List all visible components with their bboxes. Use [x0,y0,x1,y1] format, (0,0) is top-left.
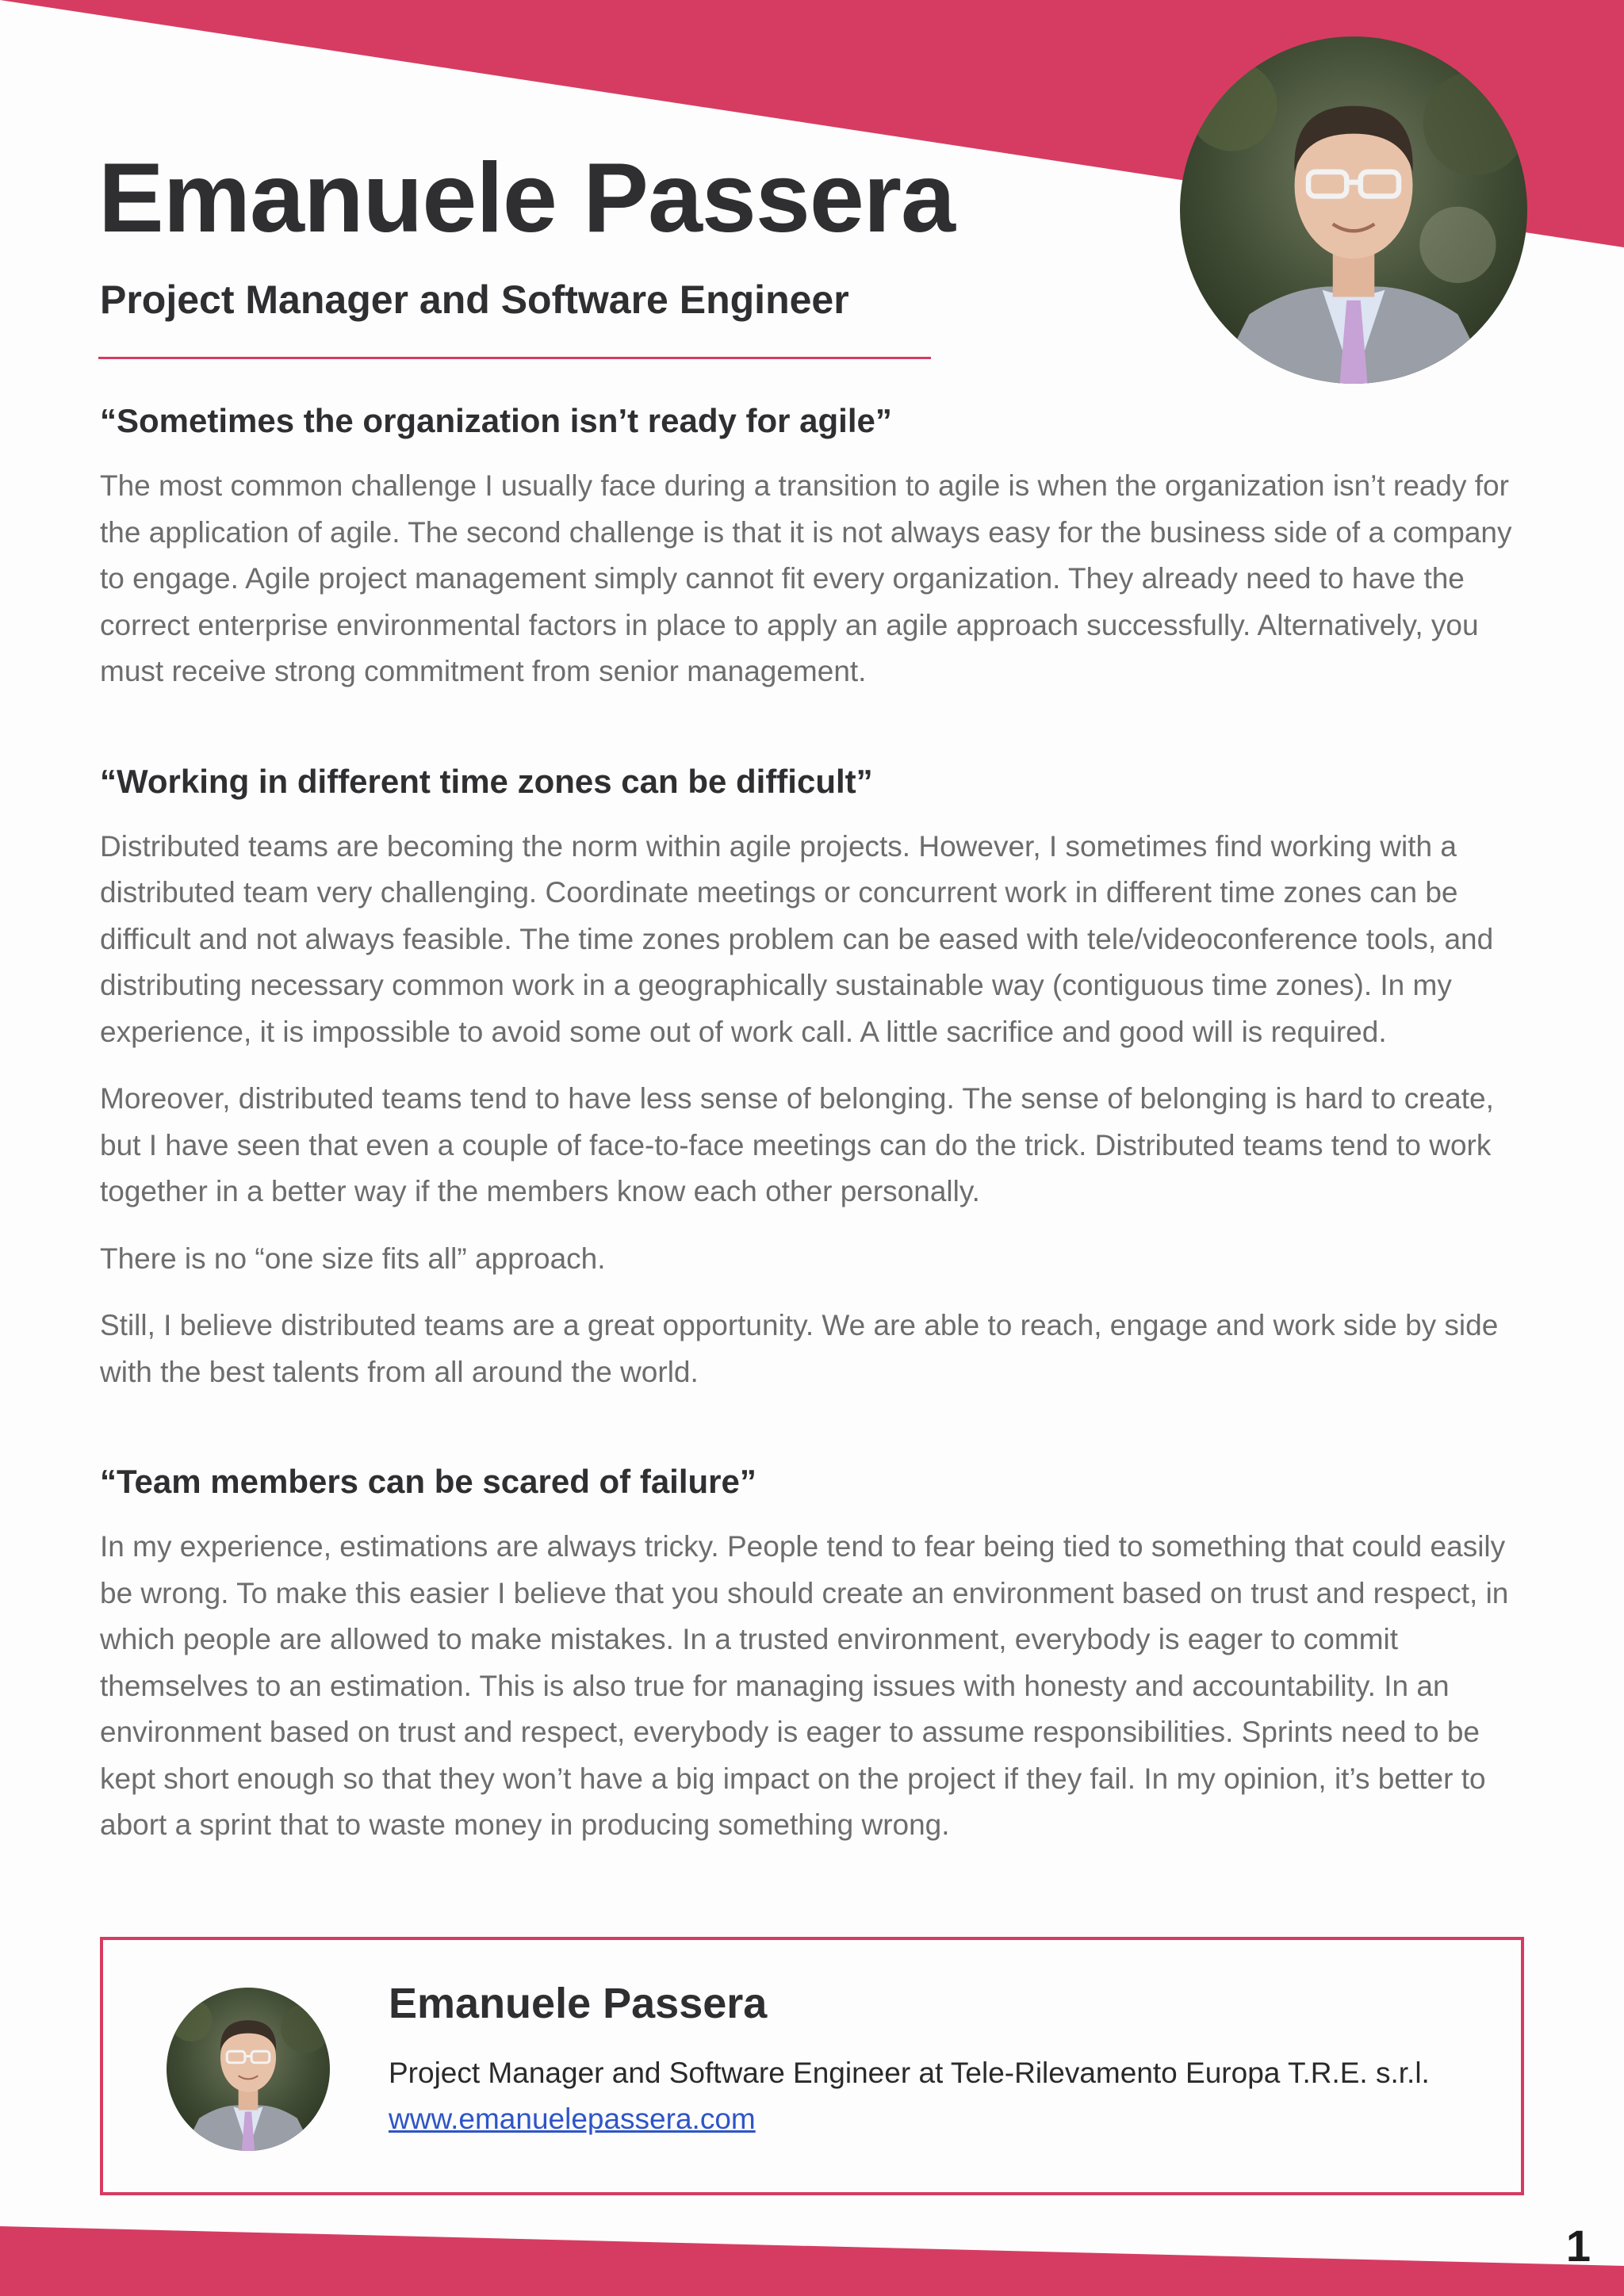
section-title: “Working in different time zones can be difficult” [100,762,873,800]
header-divider [98,357,931,359]
article-section [100,1457,1527,1849]
article-header [98,139,955,327]
person-portrait-icon [1180,36,1527,384]
section-paragraph: Moreover, distributed teams tend to have less sense of belonging. The sense of belonging is hard to create, but I have seen that even a couple of face-to-face meetings can do the trick. Distributed teams tend to work together in a better way if the members know each other personally. [100,1082,1494,1207]
page-number: 1 [1565,2221,1591,2271]
section-title: “Team members can be scared of failure” [100,1463,756,1500]
website-link[interactable]: www.emanuelepassera.com [389,2103,756,2135]
bio-role: Project Manager and Software Engineer at Tele-Rilevamento Europa T.R.E. s.r.l. [389,2057,1430,2089]
article-body [100,396,1527,1911]
article-section [100,757,1527,1396]
bio-name: Emanuele Passera [389,1980,768,2027]
section-paragraph: In my experience, estimations are always tricky. People tend to fear being tied to something that could easily be wrong. To make this easier I believe that you should create an environment based on trust and respect, in which people are allowed to make mistakes. In a trusted environment, everybody is eager to commit themselves to an estimation. This is also true for managing issues with honesty and accountability. In an environment based on trust and respect, everybody is eager to assume responsibilities. Sprints need to be kept short enough so that they won’t have a big impact on the project if they fail. In my opinion, it’s better to abort a sprint that to waste money in producing something wrong. [100,1530,1509,1841]
section-title: “Sometimes the organization isn’t ready for agile” [100,402,892,439]
section-paragraph: The most common challenge I usually face during a transition to agile is when the organization isn’t ready for the application of agile. The second challenge is that it is not always easy for the business side of a company to engage. Agile project management simply cannot fit every organization. They already need to have the correct enterprise environmental factors in place to apply an agile approach successfully. Alternatively, you must receive strong commitment from senior management. [100,469,1512,687]
author-bio-box [100,1937,1524,2195]
bio-text [389,1972,1483,2141]
author-portrait [1180,36,1527,384]
section-paragraph: Distributed teams are becoming the norm within agile projects. However, I sometimes find working with a distributed team very challenging. Coordinate meetings or concurrent work in different time zones can be difficult and not always feasible. The time zones problem can be eased with tele/videoconference tools, and distributing necessary common work in a geographically sustainable way (contiguous time zones). In my experience, it is impossible to avoid some out of work call. A little sacrifice and good will is required. [100,829,1494,1048]
bottom-accent-band [0,2217,1624,2296]
author-role: Project Manager and Software Engineer [100,277,849,322]
article-section [100,396,1527,695]
section-paragraph: There is no “one size fits all” approach. [100,1242,606,1275]
section-paragraph: Still, I believe distributed teams are a great opportunity. We are able to reach, engage and work side by side with the best talents from all around the world. [100,1309,1499,1388]
person-portrait-icon [167,1988,330,2151]
author-name: Emanuele Passera [98,144,956,253]
bio-portrait [167,1988,330,2151]
